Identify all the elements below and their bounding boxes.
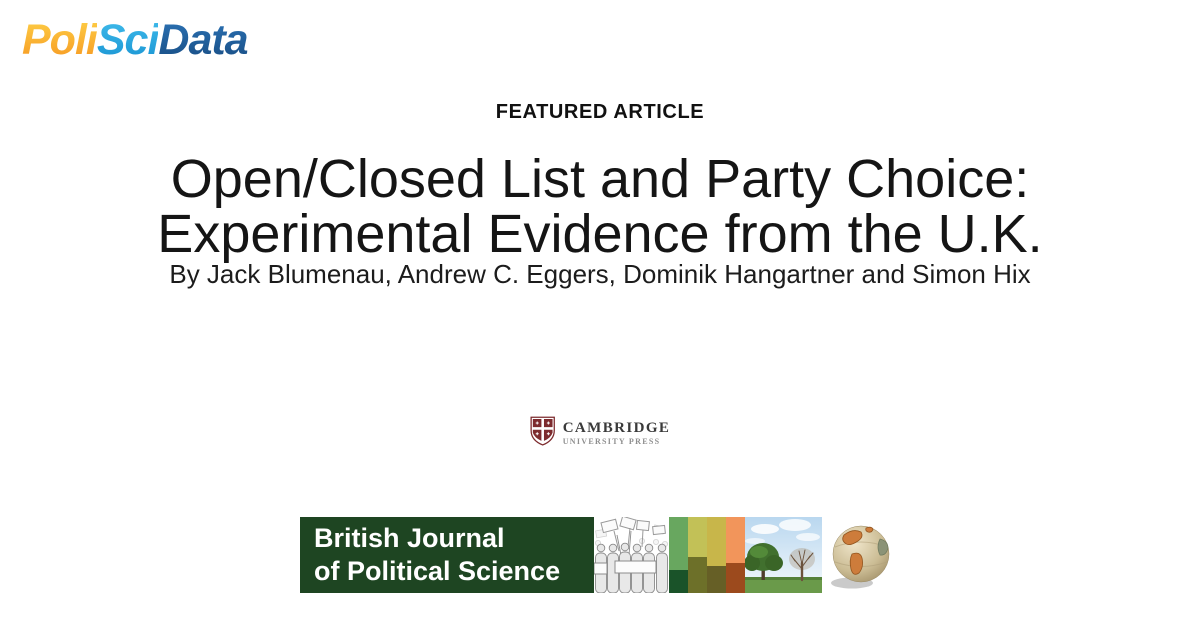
journal-name-line1: British Journal [314,523,505,553]
protesters-image [594,517,669,593]
article-title [0,149,1200,264]
article-title-line1: Open/Closed List and Party Choice: [170,149,1030,209]
journal-name-line2: of Political Science [314,556,561,586]
logo-part-poli: Poli [22,12,97,68]
featured-article-kicker: FEATURED ARTICLE [495,101,705,123]
publisher-subtitle: UNIVERSITY PRESS [562,437,661,446]
logo-part-data: Data [158,12,247,68]
journal-banner [300,517,900,593]
publisher-name: CAMBRIDGE [562,420,671,436]
cambridge-shield-icon [530,416,556,451]
logo-part-sci: Sci [97,12,159,68]
trees-image [745,517,822,593]
journal-name [300,517,594,593]
globe-image [822,517,900,593]
article-title-line2: Experimental Evidence from the U.K. [157,204,1043,264]
bars-image [669,517,745,593]
article-byline: By Jack Blumenau, Andrew C. Eggers, Dominik Hangartner and Simon Hix [169,259,1031,289]
publisher-logo [530,416,671,451]
site-logo [22,12,248,68]
